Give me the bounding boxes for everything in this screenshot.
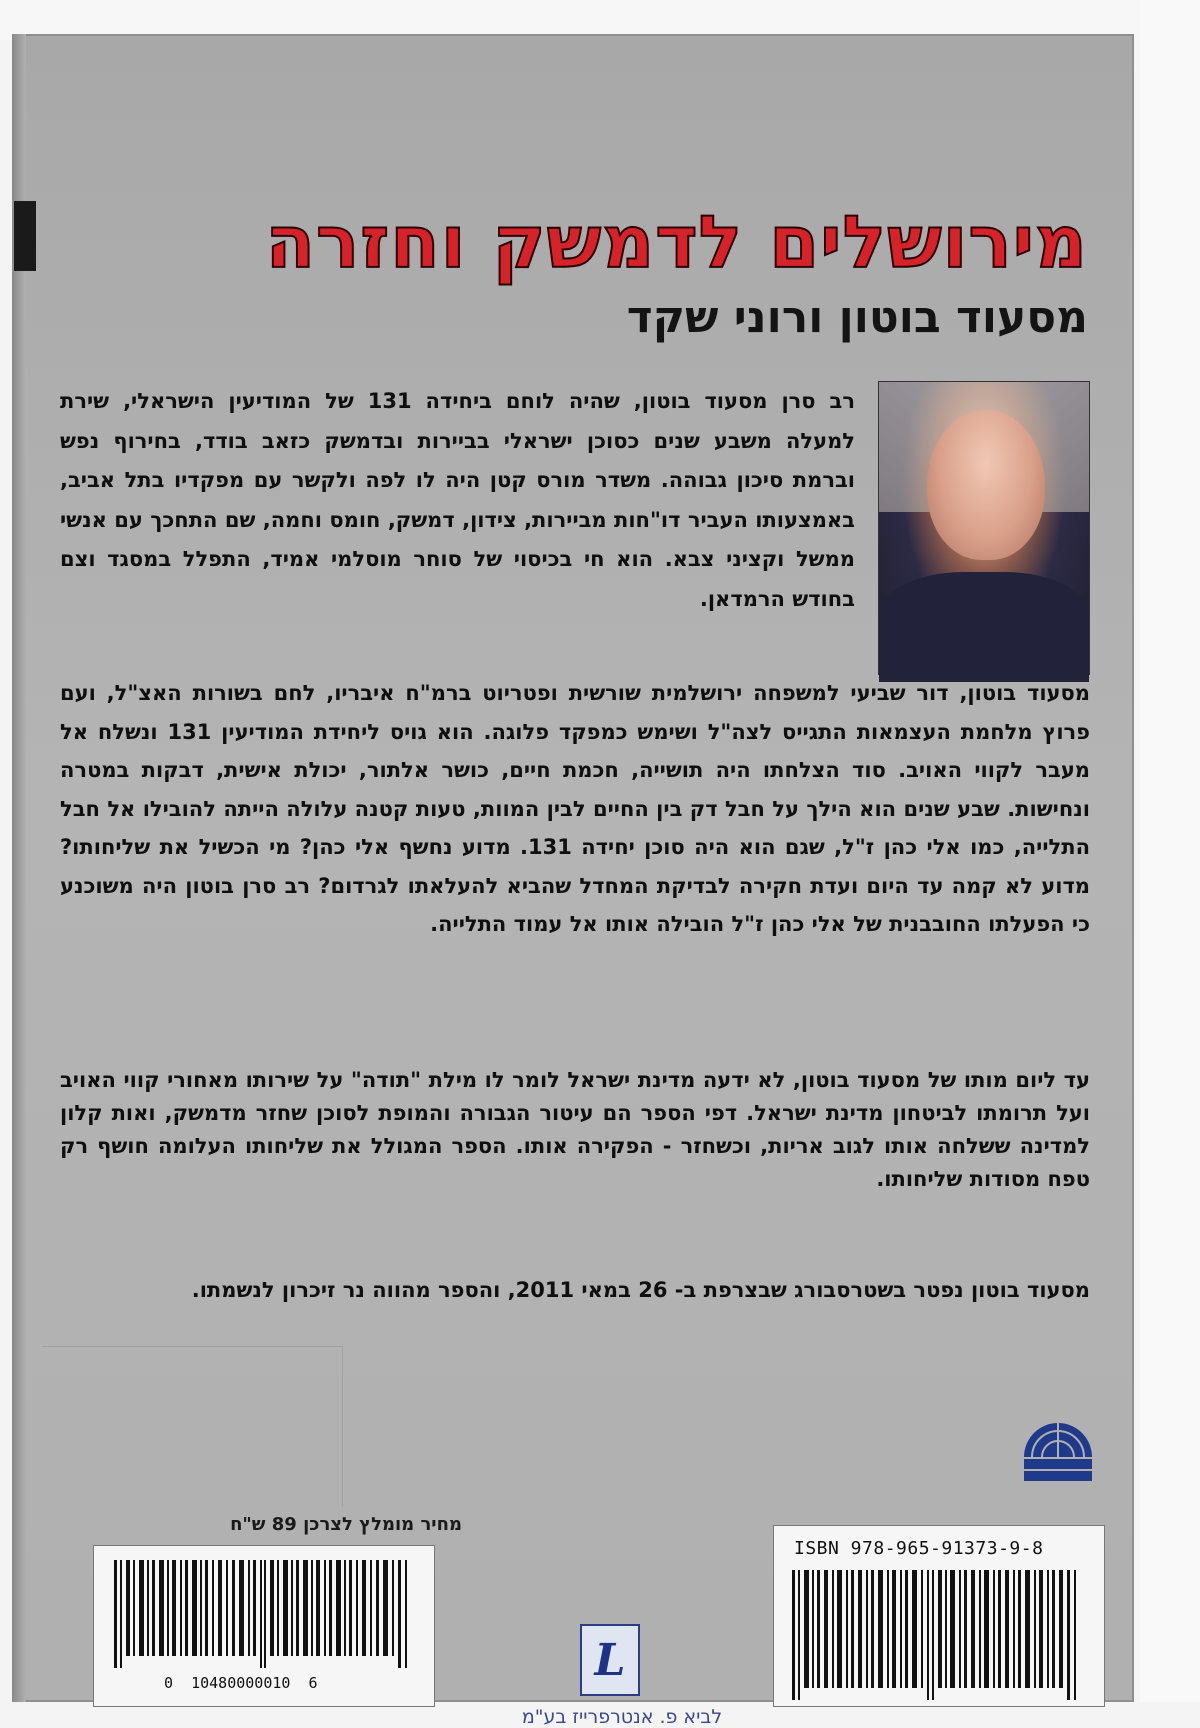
isbn-barcode-sticker <box>774 1526 1104 1706</box>
blurb-paragraph-2: מסעוד בוטון, דור שביעי למשפחה ירושלמית שורשית ופטריוט ברמ"ח איבריו, לחם בשורות האצ"ל, ועם פרוץ מלחמת העצמאות התגייס לצה"ל ושימש כמפקד פלוגה. הוא גויס ליחידת המודיעין 131 ונשלח אל מעבר לקווי האויב. סוד הצלחתו היה תושייה, חכמת חיים, כושר אלתור, יכולת אישית, דבקות במטרה ונחישות. שבע שנים הוא הילך על חבל דק בין החיים לבין המוות, טעות קטנה עלולה הייתה להובילו אל חבל התלייה, כמו אלי כהן ז"ל, שגם הוא היה סוכן יחידה 131. מדוע נחשף אלי כהן? מי הכשיל את שליחותו? מדוע לא קמה עד היום ועדת חקירה לבדיקת המחדל שהביא להעלאתו לגרדום? רב סרן בוטון היה משוכנע כי הפעלתו החובבנית של אלי כהן ז"ל הובילה אותו אל עמוד התלייה. <box>60 681 1090 936</box>
book-title: מירושלים לדמשק וחזרה <box>265 200 1088 284</box>
distributor-l-logo-icon: L <box>580 1624 640 1696</box>
barcode-icon <box>114 1560 414 1668</box>
book-back-cover <box>12 34 1134 1728</box>
title-accent-bar <box>14 201 36 271</box>
author-photo <box>879 382 1089 674</box>
distributor-name: לביא פ. אנטרפרייז בע"מ <box>521 1706 723 1728</box>
photo-face <box>927 410 1045 560</box>
book-authors: מסעוד בוטון ורוני שקד <box>626 292 1088 343</box>
publisher-dome-logo-icon <box>1018 1409 1098 1489</box>
photo-shirt <box>879 572 1089 682</box>
blurb-paragraph-4: מסעוד בוטון נפטר בשטרסבורג שבצרפת ב- 26 במאי 2011, והספר מהווה נר זיכרון לנשמתו. <box>191 1278 1090 1302</box>
isbn-text: ISBN 978-965-91373-9-8 <box>794 1538 1044 1559</box>
spine-shadow <box>12 34 26 1702</box>
price-barcode-sticker <box>94 1546 434 1706</box>
scan-margin-right <box>1140 0 1200 1702</box>
price-label: מחיר מומלץ לצרכן 89 ש"ח <box>230 1514 462 1535</box>
barcode-icon <box>792 1570 1082 1700</box>
sticker-residue <box>42 1346 343 1507</box>
blurb-paragraph-3: עד ליום מותו של מסעוד בוטון, לא ידעה מדינת ישראל לומר לו מילת "תודה" על שירותו מאחורי קווי האויב ועל תרומתו לביטחון מדינת ישראל. דפי הספר הם עיטור הגבורה והמופת לסוכן שחזר מדמשק, ואות קלון למדינה ששלחה אותו לגוב אריות, וכשחזר - הפקירה אותו. הספר המגולל את שליחותו העלומה חושף רק טפח מסודות שליחותו. <box>60 1068 1090 1191</box>
barcode-number: 0 10480000010 6 <box>164 1674 318 1692</box>
blurb-paragraph-1: רב סרן מסעוד בוטון, שהיה לוחם ביחידה 131 של המודיעין הישראלי, שירת למעלה משבע שנים כסוכן ישראלי בביירות ובדמשק כזאב בודד, בחירוף נפש וברמת סיכון גבוהה. משדר מורס קטן היה לו לפה ולקשר עם מפקדיו בתל אביב, באמצעותו העביר דו"חות מביירות, צידון, דמשק, חומס וחמה, שם התחכך עם אנשי ממשל וקציני צבא. הוא חי בכיסוי של סוחר מוסלמי אמיד, התפלל במסגד וצם בחודש הרמדאן. <box>60 389 856 611</box>
